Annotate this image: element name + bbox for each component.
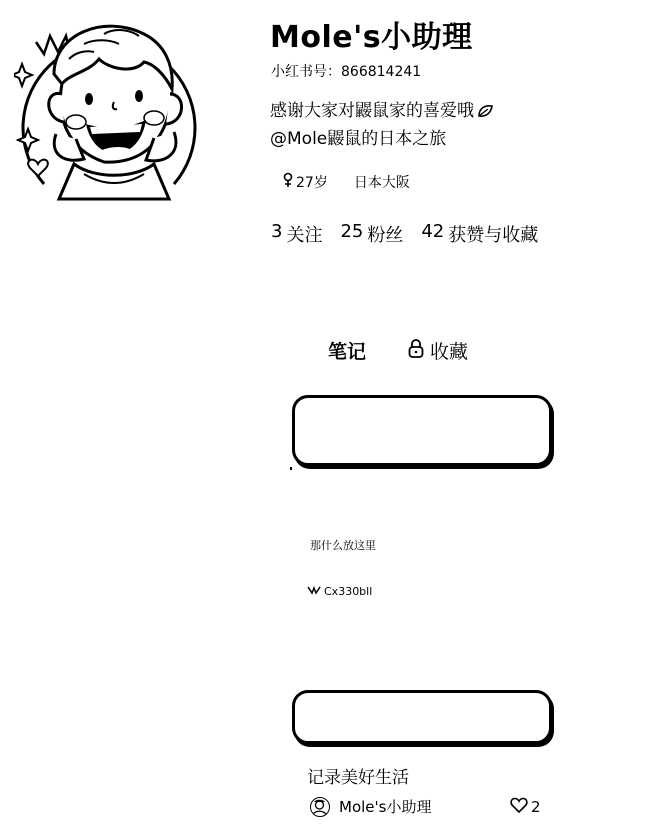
- profile-name: Mole's小助理: [270, 20, 473, 55]
- user-badge-icon: [307, 585, 321, 598]
- note-title[interactable]: 记录美好生活: [307, 768, 409, 788]
- divider-mark: [290, 467, 292, 470]
- tab-favorites[interactable]: 收藏: [408, 337, 468, 364]
- avatar: [310, 797, 330, 817]
- lock-icon: [408, 338, 424, 363]
- like-button[interactable]: [510, 797, 541, 817]
- note-card[interactable]: [292, 690, 552, 744]
- tab-notes[interactable]: 笔记: [328, 341, 367, 363]
- profile-tabs: [328, 337, 468, 364]
- location-tag: 日本大阪: [353, 175, 410, 191]
- profile-bio: [270, 98, 493, 152]
- redbook-id: 小红书号：866814241: [271, 64, 422, 80]
- following-stat[interactable]: 3 关注: [271, 221, 323, 246]
- cartoon-boy-avatar-illustration: [14, 14, 199, 204]
- likes-stat[interactable]: 42 获赞与收藏: [421, 221, 539, 246]
- like-count: 2: [531, 798, 541, 816]
- note-snippet: 那什么放这里: [310, 539, 376, 552]
- note-card[interactable]: [292, 395, 552, 466]
- note-author-snippet: Cx330bll: [307, 585, 372, 598]
- leaf-icon: [477, 100, 493, 126]
- female-icon: [282, 172, 294, 192]
- bio-line-2[interactable]: @Mole鼹鼠的日本之旅: [270, 129, 447, 149]
- heart-icon: [28, 160, 48, 176]
- sparkle-icon: [14, 64, 32, 86]
- profile-avatar[interactable]: [14, 14, 199, 204]
- profile-tags: [282, 172, 410, 192]
- followers-stat[interactable]: 25 粉丝: [340, 221, 404, 246]
- bio-line-1: 感谢大家对鼹鼠家的喜爱哦: [270, 98, 493, 126]
- profile-stats: [271, 221, 538, 247]
- note-author[interactable]: Mole's小助理: [310, 796, 431, 817]
- heart-icon: [510, 797, 528, 817]
- age-tag: 27岁: [282, 172, 328, 192]
- sparkle-icon: [18, 129, 38, 151]
